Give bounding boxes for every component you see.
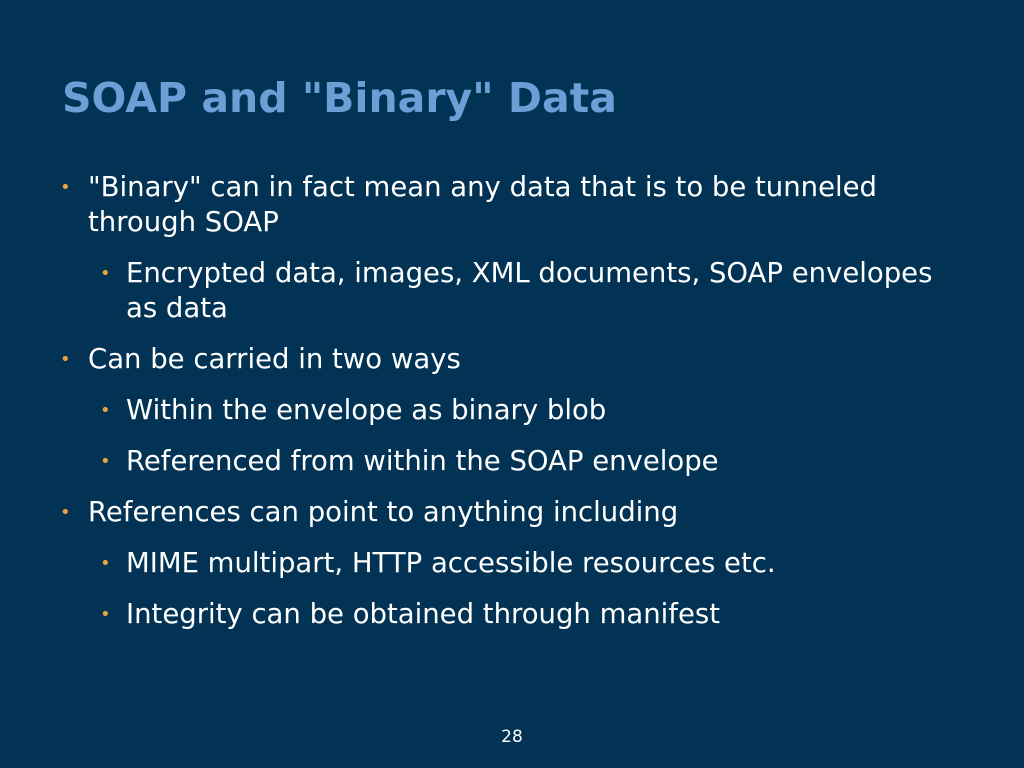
bullet-text: Within the envelope as binary blob	[126, 394, 607, 426]
bullet-icon: •	[100, 263, 111, 284]
bullet-icon: •	[60, 349, 71, 370]
sub-bullet-item	[60, 256, 960, 326]
bullet-text: References can point to anything including	[88, 496, 679, 528]
bullet-text: Integrity can be obtained through manifest	[126, 598, 721, 630]
bullet-text: Encrypted data, images, XML documents, SOAP envelopes as data	[126, 257, 933, 324]
bullet-text: "Binary" can in fact mean any data that is to be tunneled through SOAP	[88, 171, 878, 238]
bullet-icon: •	[60, 502, 71, 523]
slide-title: SOAP and "Binary" Data	[62, 74, 617, 122]
bullet-icon: •	[100, 451, 111, 472]
sub-bullet-item	[60, 393, 960, 428]
bullet-icon: •	[60, 177, 71, 198]
bullet-list	[60, 170, 960, 648]
bullet-text: MIME multipart, HTTP accessible resources etc.	[126, 547, 776, 579]
page-number: 28	[501, 727, 523, 747]
bullet-text: Referenced from within the SOAP envelope	[126, 445, 719, 477]
sub-bullet-item	[60, 546, 960, 581]
bullet-item	[60, 495, 960, 530]
bullet-icon: •	[100, 400, 111, 421]
sub-bullet-item	[60, 597, 960, 632]
bullet-item	[60, 342, 960, 377]
bullet-icon: •	[100, 604, 111, 625]
sub-bullet-item	[60, 444, 960, 479]
bullet-text: Can be carried in two ways	[88, 343, 461, 375]
bullet-item	[60, 170, 960, 240]
bullet-icon: •	[100, 553, 111, 574]
